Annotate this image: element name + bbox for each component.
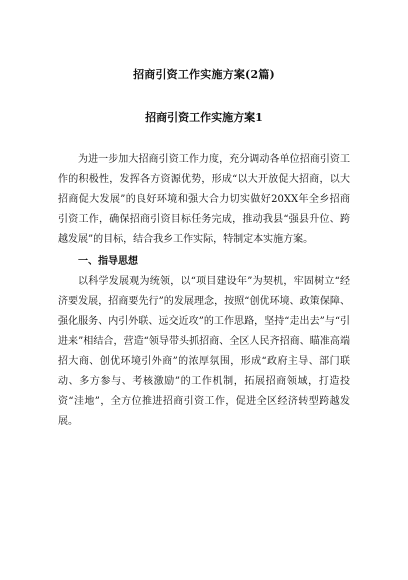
heading-guiding-ideology: 一、指导思想: [78, 256, 138, 268]
document-title: 招商引资工作实施方案(2篇): [133, 68, 275, 81]
section-title: 招商引资工作实施方案1: [145, 111, 263, 125]
paragraph-intro: 为进一步加大招商引资工作力度，充分调动各单位招商引资工作的积极性，发挥各方资源优势，形成“以大开放促大招商，以大招商促大发展”的良好环境和强大合力切实做好20XX年全乡招商引资工作，确保招商引资目标任务完成，推动我县“强县升位、跨越发展”的目标，结合我乡工作实际，特制定本实施方案。: [58, 154, 350, 246]
paragraph-guiding-ideology: 以科学发展观为统领，以“项目建设年”为契机，牢固树立“经济要发展，招商要先行”的发展理念，按照“创优环境、政策保障、强化服务、内引外联、远交近攻”的工作思路，坚持“走出去”与“引进来”相结合，营造“领导带头抓招商、全区人民齐招商、瞄准高端招大商、创优环境引外商”的浓厚氛围，形成“政府主导、部门联动、多方参与、考核激励”的工作机制，拓展招商领域，打造投资“洼地”，全方位推进招商引资工作，促进全区经济转型跨越发展。: [58, 276, 350, 428]
